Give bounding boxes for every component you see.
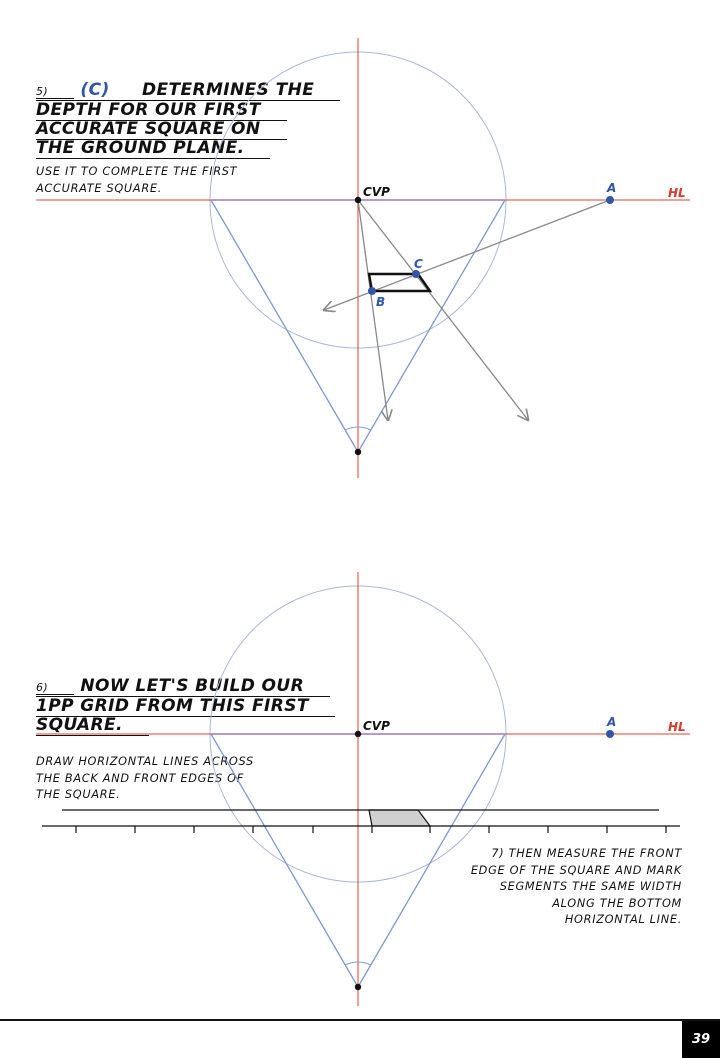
point-a-2 <box>606 730 614 738</box>
step5-title-text-4: THE GROUND PLANE. <box>36 138 270 159</box>
step5-title-text-1: DETERMINES THE <box>141 80 315 100</box>
cvp-label-2: CVP <box>363 719 390 733</box>
station-point-2 <box>355 984 361 990</box>
step5-note-line-1: USE IT TO COMPLETE THE FIRST <box>36 165 238 178</box>
hl-label: HL <box>668 186 686 200</box>
step6-number: 6) <box>36 681 74 695</box>
step7-note-line-4: ALONG THE BOTTOM <box>552 896 682 910</box>
step7-note-line-3: SEGMENTS THE SAME WIDTH <box>499 880 682 893</box>
step6-note-line-2: THE BACK AND FRONT EDGES OF <box>36 771 244 785</box>
first-square-shaded <box>369 810 430 826</box>
cone-left-edge-2 <box>211 734 358 987</box>
step5-diagram <box>0 0 720 520</box>
hl-label-2: HL <box>668 720 686 734</box>
cvp-label: CVP <box>363 185 390 199</box>
step6-title-text-2: 1PP GRID FROM THIS FIRST <box>36 696 335 717</box>
cvp-point-2 <box>355 731 361 737</box>
cone-right-edge <box>358 200 505 452</box>
step5-title-text-3: ACCURATE SQUARE ON <box>36 119 287 140</box>
step6-note-line-1: DRAW HORIZONTAL LINES ACROSS <box>36 755 254 768</box>
point-b-label: B <box>376 295 386 309</box>
measuring-line <box>324 200 610 310</box>
station-point <box>355 449 361 455</box>
step5-note-line-2: ACCURATE SQUARE. <box>36 181 162 195</box>
page-number: 39 <box>682 1021 720 1058</box>
step6-title-text-1: NOW LET'S BUILD OUR <box>80 676 305 696</box>
cvp-point <box>355 197 361 203</box>
point-a <box>606 196 614 204</box>
point-a-label-2: A <box>607 715 617 729</box>
point-b <box>368 287 376 295</box>
step6-diagram <box>0 520 720 1018</box>
cone-right-edge-2 <box>358 734 505 987</box>
step7-note-line-1: 7) THEN MEASURE THE FRONT <box>491 847 682 860</box>
point-c <box>412 270 420 278</box>
step6-title-text-3: SQUARE. <box>36 715 149 736</box>
point-a-label: A <box>607 181 617 195</box>
step7-note-line-5: HORIZONTAL LINE. <box>564 913 682 926</box>
cone-left-edge <box>211 200 358 452</box>
footer-rule <box>0 1019 720 1021</box>
first-square <box>369 274 430 291</box>
step6-note-line-3: THE SQUARE. <box>36 788 121 801</box>
step5-title-text-2: DEPTH FOR OUR FIRST <box>36 100 287 121</box>
point-c-label: C <box>414 257 423 271</box>
step5-number: 5) <box>36 85 74 99</box>
step5-accent: (C) <box>80 80 135 101</box>
measurement-ticks <box>76 826 666 833</box>
step7-note-line-2: EDGE OF THE SQUARE AND MARK <box>470 863 682 877</box>
